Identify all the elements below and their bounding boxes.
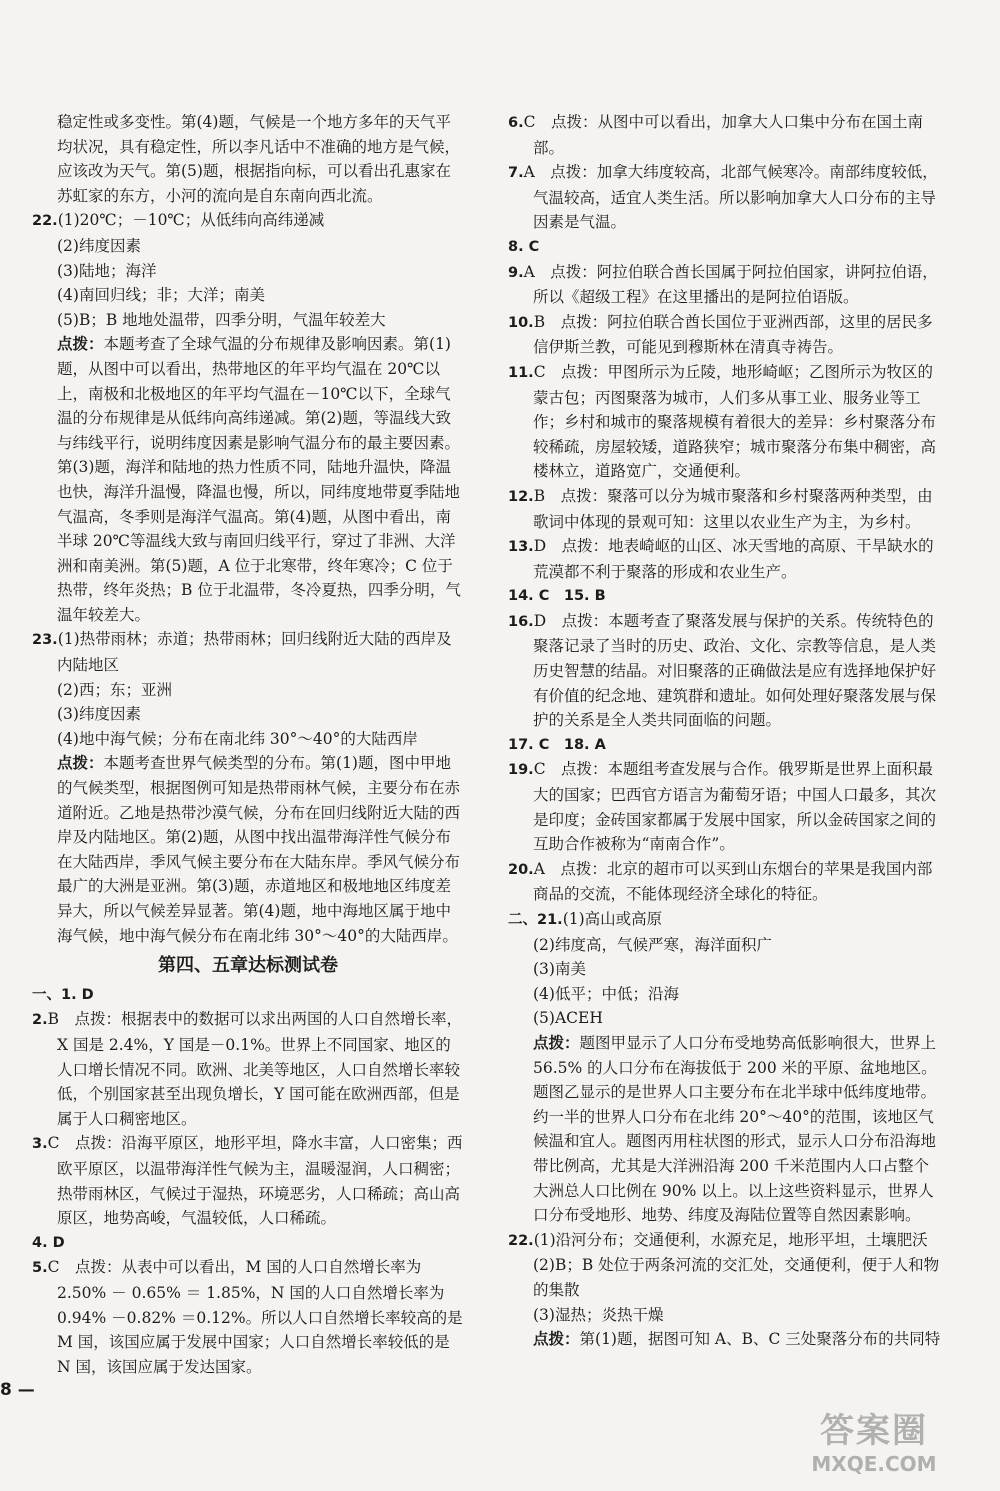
tip-label: 点拨： [533, 1329, 580, 1349]
question-number: 3. [32, 1136, 48, 1153]
q22-answer-5: (5)B；B 地地处温带，四季分明，气温年较差大 [57, 310, 386, 329]
q23-answer-4: (4)地中海气候；分布在南北纬 30°～40°的大陆西岸 [57, 729, 418, 748]
question-number: 7. [508, 165, 524, 182]
q23-answer-2: (2)西；东；亚洲 [57, 680, 172, 699]
question-number: 6. [508, 115, 524, 131]
r-answer-9: 9.A 点拨：阿拉伯联合酋长国属于阿拉伯国家，讲阿拉伯语，所以《超级工程》在这里播出的是阿拉伯语版。 [508, 262, 938, 307]
r-answer-14-15: 14. C 15. B [508, 588, 606, 605]
s-answer-2: 2.B 点拨：根据表中的数据可以求出两国的人口自然增长率，X 国是 2.4%，Y 国是－0.1%。世界上不同国家、地区的人口增长情况不同。欧洲、北美等地区，人口自然增长率较低，个别国家甚至出现负增长，Y 国可能在欧洲西部，但是属于人口稠密地区。 [32, 1010, 463, 1128]
r-answer-13: 13.D 点拨：地表崎岖的山区、冰天雪地的高原、干旱缺水的荒漠都不利于聚落的形成和农业生产。 [508, 537, 934, 581]
tip-label: 点拨： [533, 1032, 580, 1052]
left-column [32, 110, 464, 1379]
q22-answer-1: 22.(1)20℃；－10℃；从低纬向高纬递减 [32, 211, 325, 230]
q21-explanation-cont: 稳定性或多变性。第(4)题，气候是一个地方多年的天气平均状况，具有稳定性，所以李凡话中不准确的地方是气候，应该改为天气。第(5)题，根据指向标，可以看出孔惠家在苏虹家的东方，小河的流向是自东南向西北流。 [57, 113, 461, 205]
question-number: 9. [508, 264, 524, 281]
s-answer-5: 5.C 点拨：从表中可以看出，M 国的人口自然增长率为 2.50% － 0.65% ＝ 1.85%，N 国的人口自然增长率为 0.94% －0.82% ＝0.12%。所以人口自然增长率较高的是 M 国，该国应属于发展中国家；人口自然增长率较低的是 N 国，该国应属于发达国家。 [32, 1258, 463, 1376]
r-answer-19: 19.C 点拨：本题组考查发展与合作。俄罗斯是世界上面积最大的国家；巴西官方语言为葡萄牙语；中国人口最多，其次是印度；金砖国家都属于发展中国家，所以金砖国家之间的互助合作被称为“南南合作”。 [508, 760, 937, 854]
question-number: 16. [508, 613, 534, 630]
question-number: 12. [508, 488, 534, 505]
question-number: 22. [508, 1232, 534, 1249]
page-number: 8 — [0, 1380, 35, 1400]
s-answer-4: 4. D [32, 1234, 65, 1251]
r-answer-21-2: (2)纬度高，气候严寒，海洋面积广 [533, 935, 772, 954]
question-number: 23. [32, 632, 58, 649]
q22-answer-2: (2)纬度因素 [57, 236, 141, 255]
r-answer-21-5: (5)ACEH [533, 1009, 603, 1028]
r-answer-22-3: (3)湿热；炎热干燥 [533, 1305, 664, 1324]
r-answer-20: 20.A 点拨：北京的超市可以买到山东烟台的苹果是我国内部商品的交流，不能体现经济全球化的特征。 [508, 859, 933, 904]
question-number: 20. [508, 861, 534, 878]
r-answer-8: 8. C [508, 238, 540, 255]
question-number: 13. [508, 539, 534, 556]
q23-explanation: 点拨：本题考查世界气候类型的分布。第(1)题，图中甲地的气候类型，根据图例可知是热带雨林气候，主要分布在赤道附近。乙地是热带沙漠气候，分布在回归线附近大陆的西岸及内陆地区。第(2)题，从图中找出温带海洋性气候分布在大陆西岸，季风气候主要分布在大陆东岸。季风气候分布最广的大洲是亚洲。第(3)题，赤道地区和极地地区纬度差异大，所以气候差异显著。第(4)题，地中海地区属于地中海气候，地中海气候分布在南北纬 30°～40°的大陆西岸。 [57, 753, 461, 945]
question-number: 19. [508, 762, 534, 779]
r-answer-16: 16.D 点拨：本题考查了聚落发展与保护的关系。传统特色的聚落记录了当时的历史、政治、文化、宗教等信息，是人类历史智慧的结晶。对旧聚落的正确做法是应有选择地保护好有价值的纪念地、建筑群和遗址。如何处理好聚落发展与保护的关系是全人类共同面临的问题。 [508, 611, 937, 730]
s-answer-1: 一、1. D [32, 986, 94, 1003]
r-answer-21-3: (3)南美 [533, 960, 586, 979]
section-title: 第四、五章达标测试卷 [158, 955, 338, 977]
watermark [774, 1411, 974, 1483]
r-answer-6: 6.C 点拨：从图中可以看出，加拿大人口集中分布在国土南部。 [508, 113, 923, 157]
r-answer-22-2: (2)B；B 处位于两条河流的交汇处，交通便利，便于人和物的集散 [533, 1256, 940, 1299]
watermark-logo: 答案圈 [820, 1411, 928, 1451]
tip-label: 点拨： [57, 334, 104, 354]
q23-answer-3: (3)纬度因素 [57, 705, 141, 724]
r-answer-7: 7.A 点拨：加拿大纬度较高，北部气候寒冷。南部纬度较低，气温较高，适宜人类生活。所以影响加拿大人口分布的主导因素是气温。 [508, 163, 938, 232]
r-answer-12: 12.B 点拨：聚落可以分为城市聚落和乡村聚落两种类型，由歌词中体现的景观可知：这里以农业生产为主，为乡村。 [508, 486, 933, 531]
question-number: 二、21. [508, 912, 563, 928]
question-number: 11. [508, 364, 534, 381]
r-answer-22-1: 22.(1)沿河分布；交通便利，水源充足，地形平坦，土壤肥沃 [508, 1230, 928, 1249]
r-answer-21-1: 二、21.(1)高山或高原 [508, 910, 663, 928]
tip-label: 点拨： [57, 753, 104, 773]
question-number: 10. [508, 314, 534, 331]
r-answer-21-4: (4)低平；中低；沿海 [533, 984, 679, 1003]
q22-answer-3: (3)陆地；海洋 [57, 261, 157, 280]
question-number: 2. [32, 1012, 48, 1029]
q22-explanation: 点拨：本题考查了全球气温的分布规律及影响因素。第(1)题，从图中可以看出，热带地区的年平均气温在 20℃以上，南极和北极地区的年平均气温在－10℃以下，全球气温的分布规律是从低纬向高纬递减。第(2)题，等温线大致与纬线平行，说明纬度因素是影响气温分布的最主要因素。第(3)题，海洋和陆地的热力性质不同，陆地升温快，降温也快，海洋升温慢，降温也慢，所以，同纬度地带夏季陆地气温高，冬季则是海洋气温高。第(4)题，从图中看出，南半球 20℃等温线大致与南回归线平行，穿过了非洲、大洋洲和南美洲。第(5)题，A 位于北寒带，终年寒冷；C 位于热带，终年炎热；B 位于北温带，冬冷夏热，四季分明，气温年较差大。 [57, 334, 461, 624]
r-answer-10: 10.B 点拨：阿拉伯联合酋长国位于亚洲西部，这里的居民多信伊斯兰教，可能见到穆斯林在清真寺祷告。 [508, 312, 933, 357]
s-answer-3: 3.C 点拨：沿海平原区，地形平坦，降水丰富，人口密集；西欧平原区，以温带海洋性气候为主，温暖湿润，人口稠密；热带雨林区，气候过于湿热，环境恶劣，人口稀疏；高山高原区，地势高峻，气温较低，人口稀疏。 [32, 1134, 463, 1228]
q22-answer-4: (4)南回归线；非；大洋；南美 [57, 286, 265, 305]
r-answer-17-18: 17. C 18. A [508, 736, 606, 753]
question-number: 22. [32, 213, 58, 230]
right-column [508, 110, 942, 1352]
question-number: 5. [32, 1260, 48, 1277]
q23-answer-1: 23.(1)热带雨林；赤道；热带雨林；回归线附近大陆的西岸及内陆地区 [32, 630, 452, 675]
r-explanation-21: 点拨：题图甲显示了人口分布受地势高低影响很大，世界上 56.5% 的人口分布在海拔低于 200 米的平原、盆地地区。题图乙显示的是世界人口主要分布在北半球中低纬度地带。约一半的世界人口分布在北纬 20°～40°的范围，该地区气候温和宜人。题图丙用柱状图的形式，显示人口分布沿海地带比例高，尤其是大洋洲沿海 200 千米范围内人口占整个大洲总人口比例在 90% 以上。以上这些资料显示，世界人口分布受地形、地势、纬度及海陆位置等自然因素影响。 [533, 1032, 937, 1225]
r-answer-11: 11.C 点拨：甲图所示为丘陵，地形崎岖；乙图所示为牧区的蒙古包；丙图聚落为城市，人们多从事工业、服务业等工作；乡村和城市的聚落规模有着很大的差异：乡村聚落分布较稀疏，房屋较矮，道路狭窄；城市聚落分布集中稠密，高楼林立，道路宽广，交通便利。 [508, 362, 937, 481]
r-explanation-22: 点拨：第(1)题，据图可知 A、B、C 三处聚落分布的共同特 [533, 1329, 941, 1349]
watermark-url: MXQE.COM [811, 1452, 937, 1476]
